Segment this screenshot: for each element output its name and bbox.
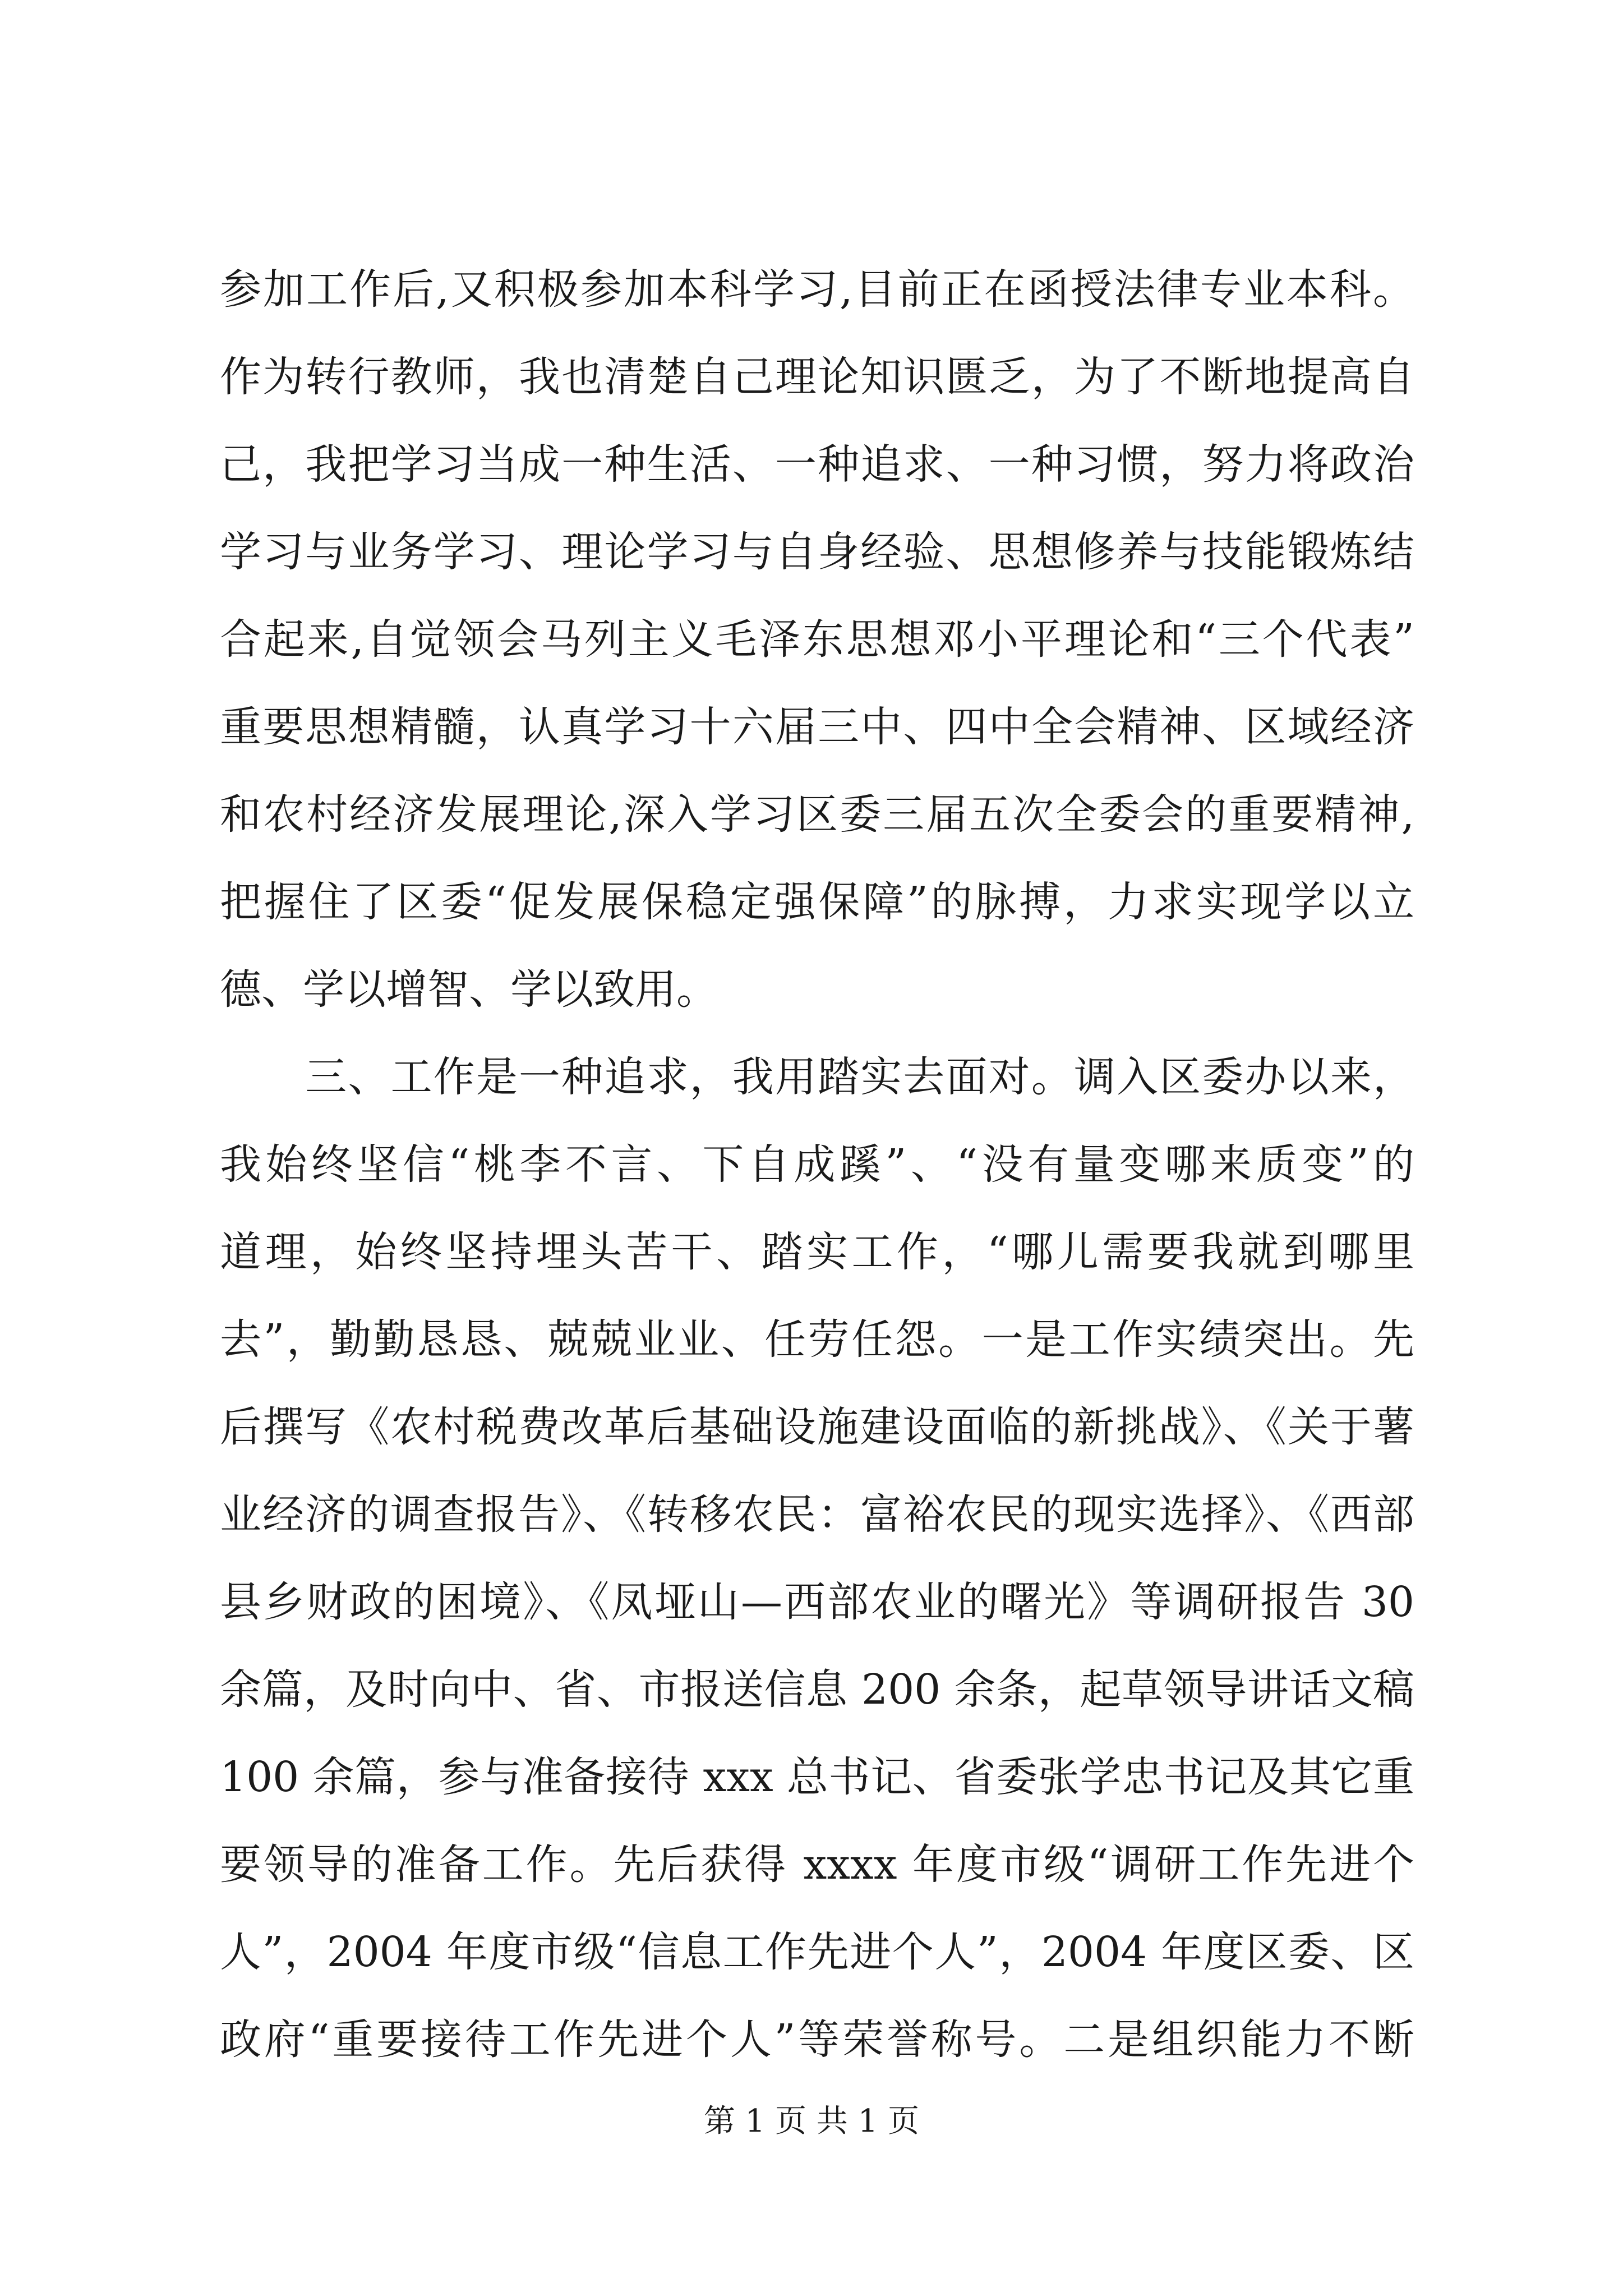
text-line: 学习与业务学习、理论学习与自身经验、思想修养与技能锻炼结 [220,528,1414,576]
text-line: 参加工作后,又积极参加本科学习,目前正在函授法律专业本科。 [220,265,1414,314]
text-line: 我始终坚信“桃李不言、下自成蹊”、“没有量变哪来质变”的 [220,1140,1414,1189]
page-number-footer: 第 1 页 共 1 页 [703,2103,920,2139]
text-line: 业经济的调查报告》、《转移农民：富裕农民的现实选择》、《西部 [220,1490,1414,1539]
section-heading-line: 三、工作是一种追求，我用踏实去面对。调入区委办以来， [220,1053,1414,1101]
text-line: 人”，2004 年度市级“信息工作先进个人”，2004 年度区委、区 [220,1928,1414,1976]
text-line: 和农村经济发展理论,深入学习区委三届五次全委会的重要精神, [220,790,1414,839]
text-line: 把握住了区委“促发展保稳定强保障”的脉搏，力求实现学以立 [220,878,1414,926]
text-line: 重要思想精髓，认真学习十六届三中、四中全会精神、区域经济 [220,703,1414,751]
text-line: 己，我把学习当成一种生活、一种追求、一种习惯，努力将政治 [220,440,1414,489]
text-line: 合起来,自觉领会马列主义毛泽东思想邓小平理论和“三个代表” [220,615,1414,664]
text-line: 道理，始终坚持埋头苦干、踏实工作，“哪儿需要我就到哪里 [220,1228,1414,1276]
text-line: 作为转行教师，我也清楚自己理论知识匮乏，为了不断地提高自 [220,353,1414,401]
text-line: 100 余篇，参与准备接待 xxx 总书记、省委张学忠书记及其它重 [220,1753,1414,1801]
text-line: 余篇，及时向中、省、市报送信息 200 余条，起草领导讲话文稿 [220,1665,1414,1714]
text-line: 德、学以增智、学以致用。 [220,965,718,1014]
text-line: 去”，勤勤恳恳、兢兢业业、任劳任怨。一是工作实绩突出。先 [220,1315,1414,1364]
text-line: 后撰写《农村税费改革后基础设施建设面临的新挑战》、《关于薯 [220,1403,1414,1451]
text-line: 县乡财政的困境》、《凤垭山—西部农业的曙光》等调研报告 30 [220,1578,1414,1626]
text-line: 政府“重要接待工作先进个人”等荣誉称号。二是组织能力不断 [220,2016,1414,2064]
document-body [220,246,1414,2083]
text-line: 要领导的准备工作。先后获得 xxxx 年度市级“调研工作先进个 [220,1841,1414,1889]
